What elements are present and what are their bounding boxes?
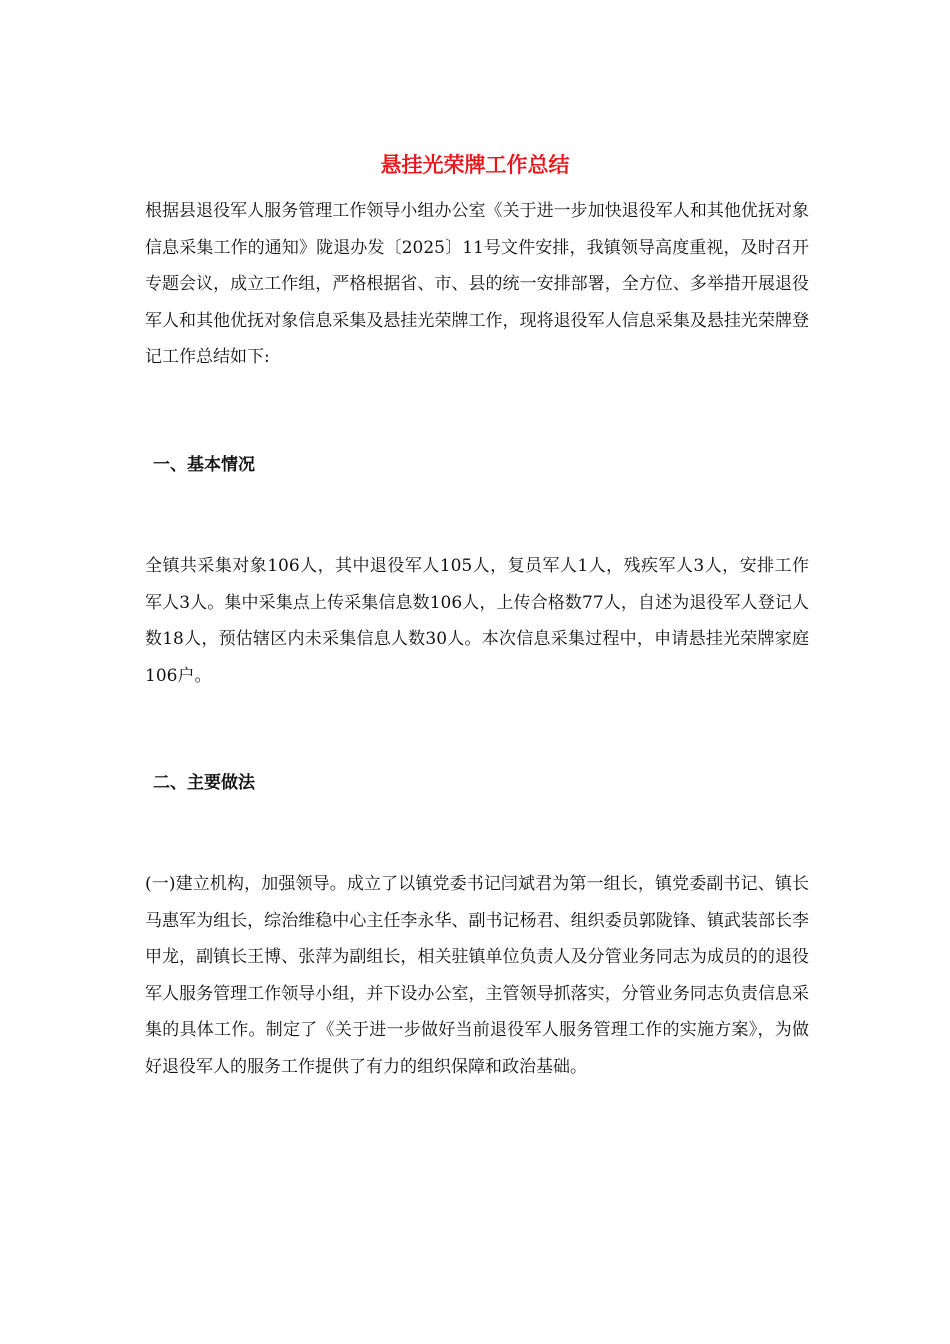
section-heading-main-practices: 二、主要做法 xyxy=(153,773,255,793)
section-body-main-practices: (一)建立机构，加强领导。成立了以镇党委书记闫斌君为第一组长，镇党委副书记、镇长马惠军为组长，综治维稳中心主任李永华、副书记杨君、组织委员郭陇锋、镇武装部长李甲龙，副镇长王博、张萍为副组长，相关驻镇单位负责人及分管业务同志为成员的的退役军人服务管理工作领导小组，并下设办公室，主管领导抓落实，分管业务同志负责信息采集的具体工作。制定了《关于进一步做好当前退役军人服务管理工作的实施方案》，为做好退役军人的服务工作提供了有力的组织保障和政治基础。 xyxy=(145,874,809,1077)
document-title: 悬挂光荣牌工作总结 xyxy=(380,152,570,177)
section-heading-basic-situation: 一、基本情况 xyxy=(153,455,255,475)
section-body-basic-situation: 全镇共采集对象106人，其中退役军人105人，复员军人1人，残疾军人3人，安排工作军人3人。集中采集点上传采集信息数106人，上传合格数77人，自述为退役军人登记人数18人，预估辖区内未采集信息人数30人。本次信息采集过程中，申请悬挂光荣牌家庭106户。 xyxy=(145,556,809,686)
intro-paragraph: 根据县退役军人服务管理工作领导小组办公室《关于进一步加快退役军人和其他优抚对象信息采集工作的通知》陇退办发〔2025〕11号文件安排，我镇领导高度重视，及时召开专题会议，成立工作组，严格根据省、市、县的统一安排部署，全方位、多举措开展退役军人和其他优抚对象信息采集及悬挂光荣牌工作，现将退役军人信息采集及悬挂光荣牌登记工作总结如下: xyxy=(145,201,809,368)
